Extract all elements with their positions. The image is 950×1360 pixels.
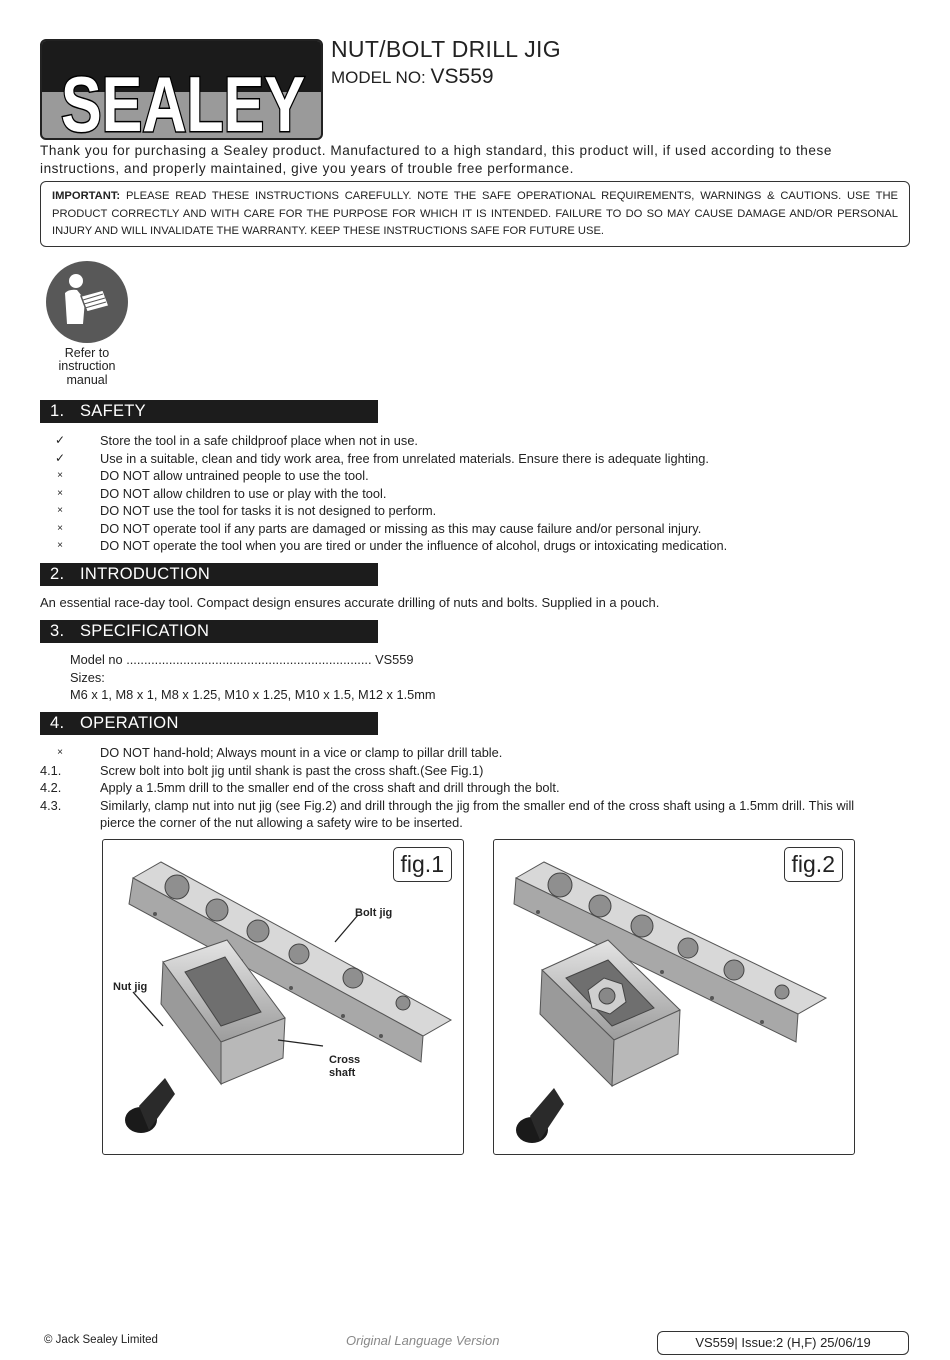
cross-icon: × xyxy=(57,522,63,534)
section-introduction-heading xyxy=(40,563,378,586)
cross-icon: × xyxy=(57,540,63,551)
cross-icon: × xyxy=(57,747,63,758)
callout-nut-jig: Nut jig xyxy=(113,981,148,993)
figure-1-illustration xyxy=(103,840,465,1156)
step-text: Apply a 1.5mm drill to the smaller end of the cross shaft and drill through the bolt. xyxy=(100,780,560,795)
step-text: pierce the corner of the nut allowing a safety wire to be inserted. xyxy=(100,815,463,830)
sealey-logo xyxy=(40,39,323,140)
section-title: OPERATION xyxy=(80,714,179,732)
section-title: SAFETY xyxy=(80,402,146,420)
introduction-text: An essential race-day tool. Compact design ensures accurate drilling of nuts and bolts. Supplied in a pouch. xyxy=(40,595,660,610)
step-text: Similarly, clamp nut into nut jig (see Fig.2) and drill through the jig from the smaller end of the cross shaft using a 1.5mm drill. This will xyxy=(100,797,855,813)
callout-bolt-jig: Bolt jig xyxy=(355,907,393,919)
section-number: 3. xyxy=(50,622,65,640)
check-icon: ✓ xyxy=(54,433,66,447)
intro-text: Thank you for purchasing a Sealey product. Manufactured to a high standard, this product will, if used according to these instructions, and properly maintained, give you years of trouble free performance. xyxy=(40,143,832,176)
figure-2-label: fig.2 xyxy=(784,847,843,882)
safety-item-text: DO NOT allow children to use or play with the tool. xyxy=(100,485,387,501)
section-operation-heading xyxy=(40,712,378,735)
model-number xyxy=(331,65,494,89)
check-icon: ✓ xyxy=(54,450,66,465)
spec-sizes-label: Sizes: xyxy=(70,669,105,685)
figure-2 xyxy=(493,839,855,1155)
callout-cross: Cross xyxy=(329,1054,361,1066)
read-manual-icon xyxy=(45,260,129,344)
important-text: PLEASE READ THESE INSTRUCTIONS CAREFULLY. NOTE THE SAFE OPERATIONAL REQUIREMENTS, WARNINGS & CAUTIONS. USE THE PRODUCT CORRECTLY AND WITH CARE FOR THE PURPOSE FOR WHICH IT IS INTENDED. FAILURE TO DO SO MAY CAUSE DAMAGE AND/OR PERSONAL INJURY AND WILL INVALIDATE THE WARRANTY. KEEP THESE INSTRUCTIONS SAFE FOR FUTURE USE. xyxy=(52,190,899,237)
section-title: SPECIFICATION xyxy=(80,622,210,640)
cross-icon: × xyxy=(57,505,63,516)
manual-caption: Refer to instruction manual xyxy=(58,346,116,387)
figure-1-label: fig.1 xyxy=(393,847,452,882)
cross-icon: × xyxy=(57,487,63,499)
section-number: 4. xyxy=(50,714,65,732)
safety-item-text: DO NOT operate tool if any parts are damaged or missing as this may cause failure and/or personal injury. xyxy=(100,520,702,536)
step-number: 4.2. xyxy=(40,780,62,795)
section-number: 1. xyxy=(50,402,65,420)
important-notice xyxy=(40,181,910,247)
cross-icon: × xyxy=(57,470,63,481)
model-value: VS559 xyxy=(430,65,494,88)
footer-issue: VS559| Issue:2 (H,F) 25/06/19 xyxy=(657,1331,909,1355)
section-number: 2. xyxy=(50,565,65,583)
step-text: Screw bolt into bolt jig until shank is past the cross shaft.(See Fig.1) xyxy=(100,762,484,778)
section-safety-heading xyxy=(40,400,378,423)
safety-item-text: DO NOT use the tool for tasks it is not designed to perform. xyxy=(100,503,437,518)
operation-warning-text: DO NOT hand-hold; Always mount in a vice or clamp to pillar drill table. xyxy=(100,745,503,760)
safety-item-text: DO NOT allow untrained people to use the tool. xyxy=(100,468,369,483)
safety-item-text: DO NOT operate the tool when you are tired or under the influence of alcohol, drugs or intoxicating medication. xyxy=(100,538,728,553)
page-title: NUT/BOLT DRILL JIG xyxy=(331,36,561,62)
section-title: INTRODUCTION xyxy=(80,565,211,583)
step-number: 4.3. xyxy=(40,797,62,813)
figure-2-illustration xyxy=(494,840,847,1156)
footer-copyright: © Jack Sealey Limited xyxy=(44,1334,158,1346)
spec-model-line: Model no ..................................................................... VS559 xyxy=(70,652,414,667)
safety-item-text: Use in a suitable, clean and tidy work area, free from unrelated materials. Ensure there is adequate lighting. xyxy=(100,450,709,466)
spec-sizes-value: M6 x 1, M8 x 1, M8 x 1.25, M10 x 1.25, M10 x 1.5, M12 x 1.5mm xyxy=(70,687,436,702)
callout-shaft: shaft xyxy=(329,1067,356,1079)
step-number: 4.1. xyxy=(40,762,62,778)
figure-1 xyxy=(102,839,464,1155)
important-label: IMPORTANT: xyxy=(52,190,121,202)
footer-version: Original Language Version xyxy=(346,1333,500,1348)
safety-item-text: Store the tool in a safe childproof place when not in use. xyxy=(100,433,418,448)
model-label: MODEL NO: xyxy=(331,68,426,87)
logo-text: SEALEY xyxy=(61,60,305,142)
section-specification-heading xyxy=(40,620,378,643)
